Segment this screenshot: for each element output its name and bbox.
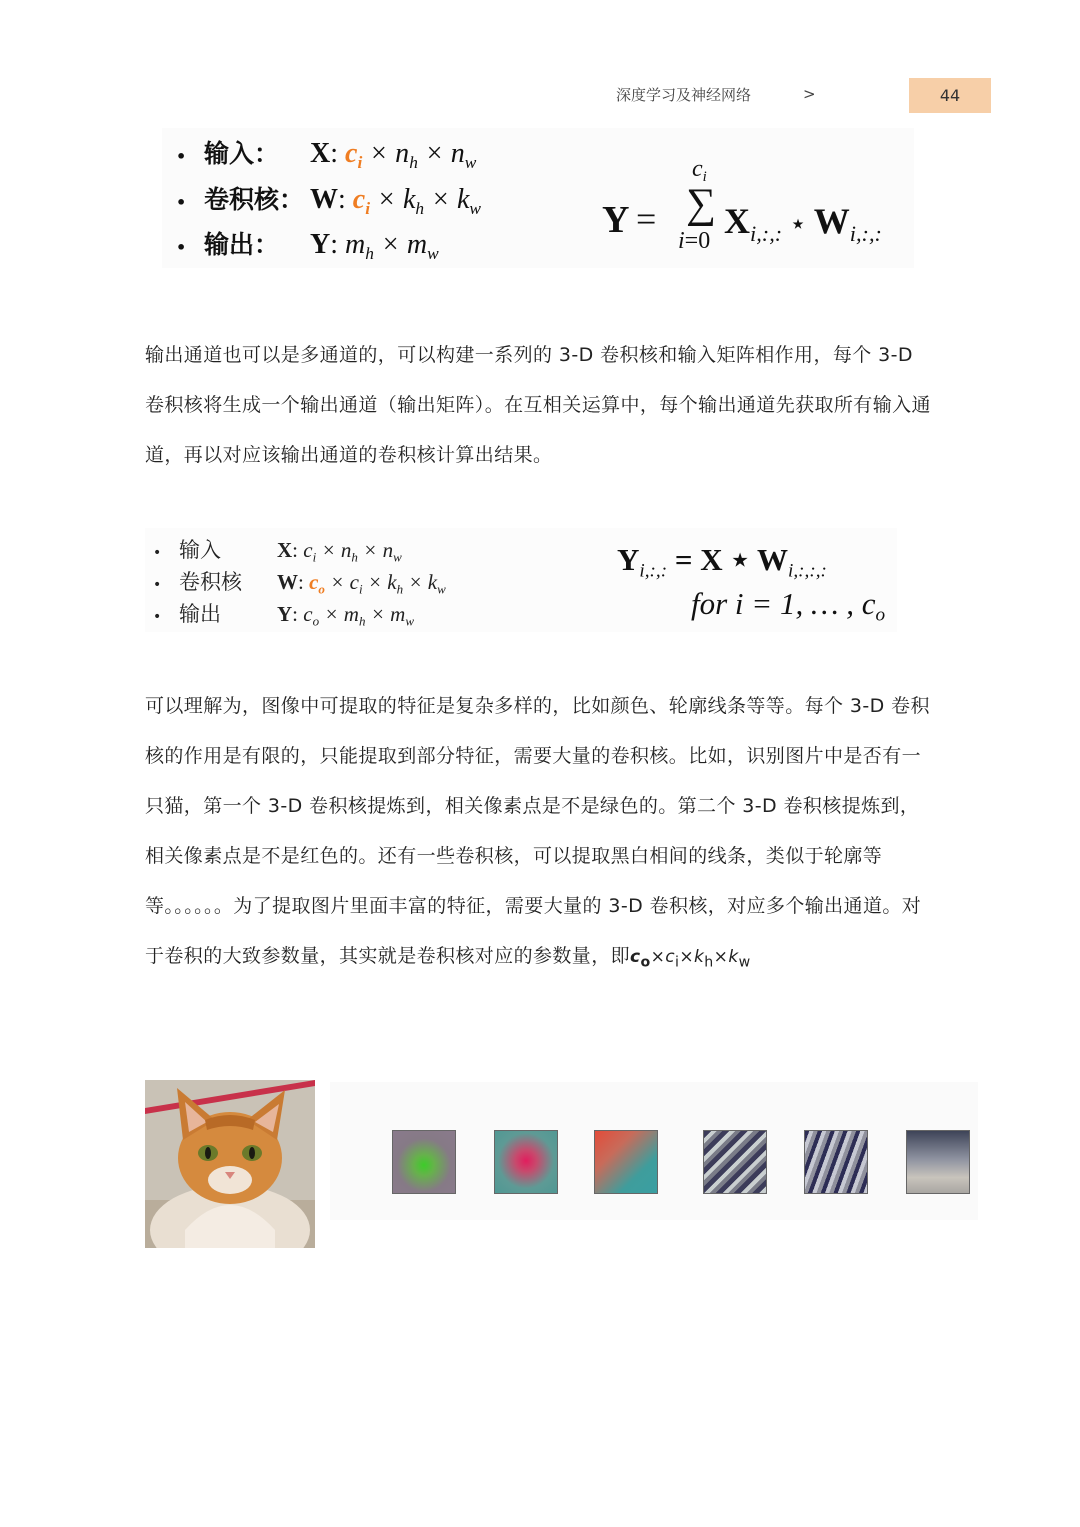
figure2-row-output xyxy=(153,598,414,630)
row-math: X: $c_i \times n_h \times n_w$ xyxy=(277,538,402,565)
kernel-orange-teal-gradient xyxy=(594,1130,658,1194)
row-math: W: $c_o \times c_i \times k_h \times k_w$ xyxy=(277,570,446,597)
row-math: W: $c_i \times k_h \times k_w$ xyxy=(310,184,481,219)
row-math: X: $c_i \times n_h \times n_w$ xyxy=(310,138,477,173)
figure1-row-output xyxy=(176,225,439,264)
figure-convolution-single-output xyxy=(162,128,914,268)
bullet: • xyxy=(176,238,187,257)
figure2-row-kernel xyxy=(153,566,446,598)
cat-photo xyxy=(145,1080,315,1248)
row-label: 输入 xyxy=(179,538,221,562)
figure1-equation xyxy=(600,150,920,260)
paragraph-multi-output-channels xyxy=(145,330,937,480)
paragraph-feature-extraction xyxy=(145,681,937,987)
sum-lower-limit: i=0 xyxy=(678,228,711,254)
kernel-green-blob xyxy=(392,1130,456,1194)
sum-symbol: ∑ xyxy=(686,181,716,227)
equals-sign: = xyxy=(636,199,657,239)
bullet: • xyxy=(153,577,162,593)
figure2-row-input xyxy=(153,534,402,566)
kernel-visualizations xyxy=(330,1082,978,1220)
figure2-equation-line1: $Y_{i,:,:} = X$ ⋆ $W_{i,:,:,:}$ xyxy=(617,542,827,582)
row-label: 输出 xyxy=(179,602,221,626)
bullet: • xyxy=(176,193,187,212)
kernel-dark-gray-gradient xyxy=(906,1130,970,1194)
header-title: 深度学习及神经网络 xyxy=(616,86,752,104)
kernel-red-blob xyxy=(494,1130,558,1194)
kernel-vertical-stripes xyxy=(804,1130,868,1194)
figure1-row-kernel xyxy=(176,180,481,219)
figure-convolution-multi-output xyxy=(145,528,897,632)
row-label: 输出： xyxy=(204,230,280,259)
equation-lhs: Y xyxy=(602,199,630,241)
paragraph-text: 输出通道也可以是多通道的，可以构建一系列的 3-D 卷积核和输入矩阵相作用，每个 3-D 卷积核将生成一个输出通道（输出矩阵）。在互相关运算中，每个输出通道先获取所有输入通道，再以对应该输出通道的卷积核计算出结果。 xyxy=(145,344,931,466)
figure1-row-input xyxy=(176,134,476,173)
sum-upper-limit: $c_i$ xyxy=(692,156,707,186)
row-label: 输入： xyxy=(204,139,280,168)
bullet: • xyxy=(176,147,187,166)
param-count-formula: $c_o\times c_i\times k_h\times k_w$ xyxy=(630,947,751,971)
paragraph-text: 可以理解为，图像中可提取的特征是复杂多样的，比如颜色、轮廓线条等等。每个 3-D 卷积核的作用是有限的，只能提取到部分特征，需要大量的卷积核。比如，识别图片中是否有一只猫，第一个 3-D 卷积核提炼到，相关像素点是不是绿色的。第二个 3-D 卷积核提炼到，相关像素点是不是红色的。还有一些卷积核，可以提取黑白相间的线条，类似于轮廓等等。。。。。。为了提取图片里面丰富的特征，需要大量的 3-D 卷积核，对应多个输出通道。对于卷积的大致参数量，其实就是卷积核对应的参数量，即$c_o\times c_i\times k_h\times k_w$ xyxy=(145,695,930,971)
row-math: Y: $m_h \times m_w$ xyxy=(310,229,439,264)
page-number-badge xyxy=(909,78,991,113)
row-math: Y: $c_o \times m_h \times m_w$ xyxy=(277,602,414,629)
row-label: 卷积核 xyxy=(179,570,242,594)
row-label: 卷积核： xyxy=(204,185,305,214)
equation-rhs: $X_{i,:,:}$ ⋆ $W_{i,:,:}$ xyxy=(724,201,882,246)
kernel-diagonal-stripes xyxy=(703,1130,767,1194)
cat-illustration xyxy=(145,1080,315,1248)
page-number: 44 xyxy=(939,86,961,105)
figure2-equation-line2: for i = 1, … , $c_o$ xyxy=(691,586,886,626)
bullet: • xyxy=(153,609,162,625)
bullet: • xyxy=(153,545,162,561)
header-arrow: > xyxy=(803,85,816,103)
